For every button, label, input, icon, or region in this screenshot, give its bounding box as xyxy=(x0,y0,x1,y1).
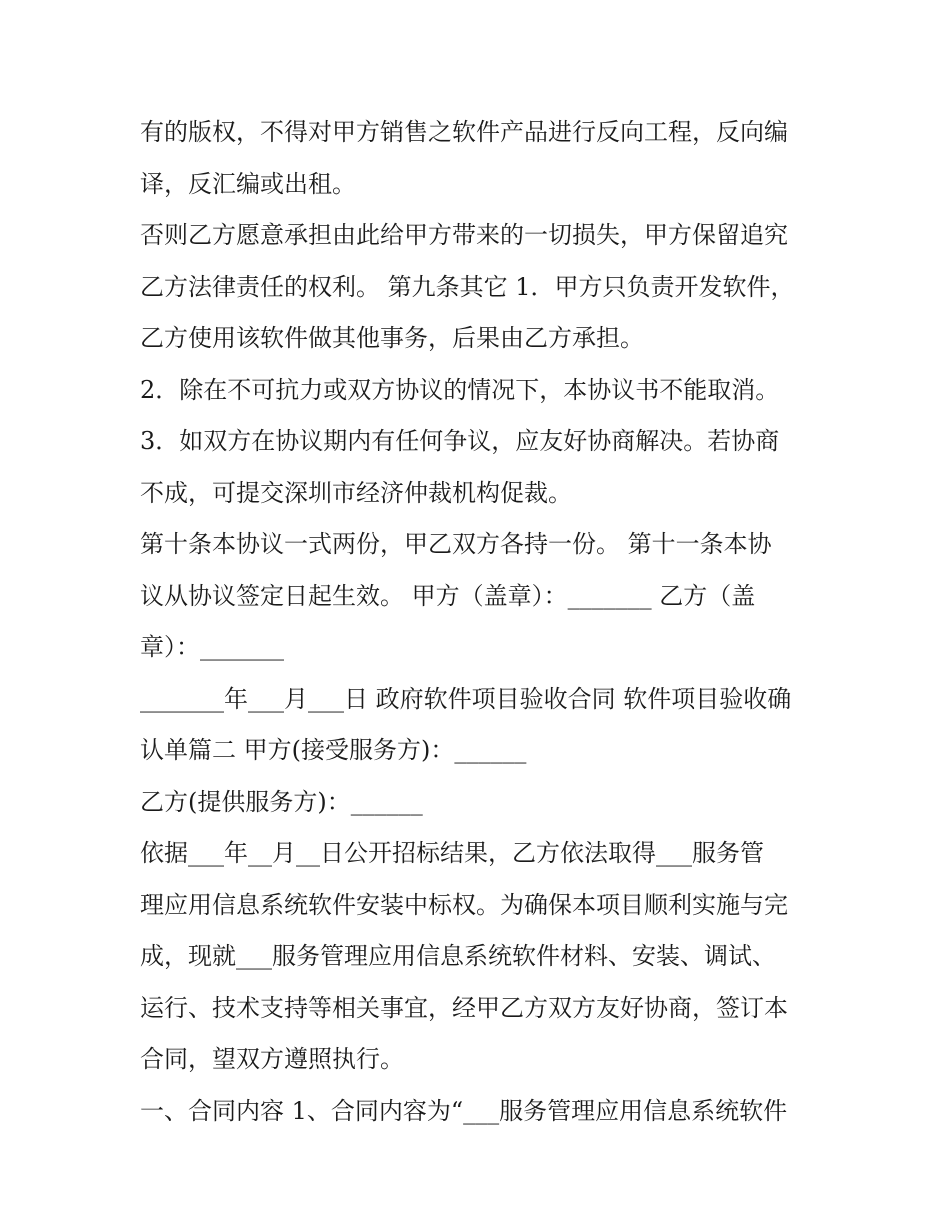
text-line: 译，反汇编或出租。 xyxy=(140,169,356,198)
text-line: 合同，望双方遵照执行。 xyxy=(140,1045,404,1073)
text-line: 理应用信息系统软件安装中标权。为确保本项目顺利实施与完 xyxy=(140,890,788,919)
text-line: _______年___月___日 政府软件项目验收合同 软件项目验收确 xyxy=(140,684,792,713)
text-line: 运行、技术支持等相关事宜，经甲乙方双方友好协商，签订本 xyxy=(140,993,788,1022)
text-line: 第十条本协议一式两份，甲乙双方各持一份。 第十一条本协 xyxy=(140,530,772,558)
text-line: 成，现就___服务管理应用信息系统软件材料、安装、调试、 xyxy=(140,942,776,970)
text-line: 2．除在不可抗力或双方协议的情况下，本协议书不能取消。 xyxy=(140,375,780,404)
text-line: 不成，可提交深圳市经济仲裁机构促裁。 xyxy=(140,478,572,507)
text-line: 一、合同内容 1、合同内容为“___服务管理应用信息系统软件 xyxy=(140,1096,788,1125)
text-line: 章）：_______ xyxy=(140,633,284,661)
document-body xyxy=(140,107,820,1137)
text-line: 乙方法律责任的权利。 第九条其它 1．甲方只负责开发软件， xyxy=(140,272,795,301)
text-line: 议从协议签定日起生效。 甲方（盖章）：_______ 乙方（盖 xyxy=(140,581,756,610)
text-line: 否则乙方愿意承担由此给甲方带来的一切损失，甲方保留追究 xyxy=(140,221,788,249)
text-line: 乙方使用该软件做其他事务，后果由乙方承担。 xyxy=(140,324,644,352)
text-line: 乙方(提供服务方)：______ xyxy=(140,787,423,816)
text-line: 有的版权，不得对甲方销售之软件产品进行反向工程，反向编 xyxy=(140,118,788,146)
text-line: 认单篇二 甲方(接受服务方)：______ xyxy=(140,736,527,764)
text-line: 依据___年__月__日公开招标结果，乙方依法取得___服务管 xyxy=(140,839,764,867)
text-line: 3．如双方在协议期内有任何争议，应友好协商解决。若协商 xyxy=(140,427,780,455)
